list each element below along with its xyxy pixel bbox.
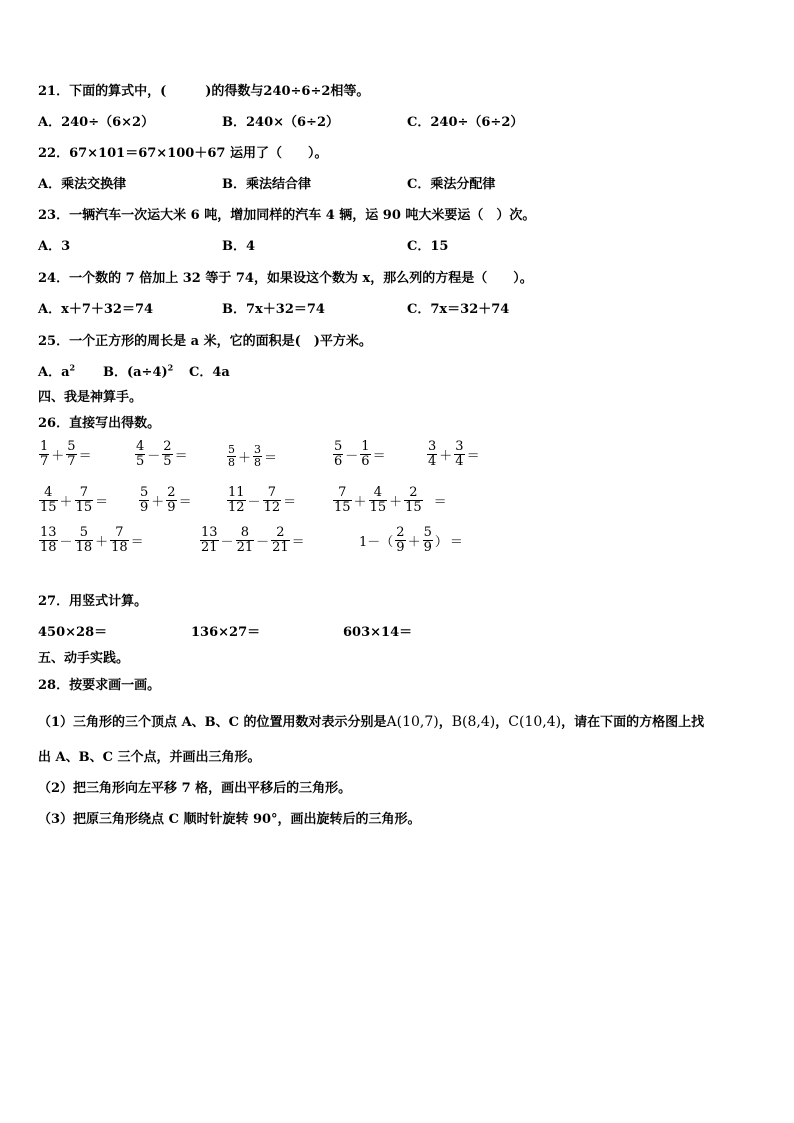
q25-option-b: B．$(a\div 4)^2$	[103, 362, 174, 380]
q23-option-b: B．4	[222, 239, 256, 254]
q27-stem: 27．用竖式计算。	[38, 594, 148, 609]
fraction: $\frac{2}{21}$	[272, 525, 289, 555]
fraction: $\frac{4}{15}$	[369, 485, 387, 515]
coord-A: A(10,7)	[386, 714, 439, 730]
q24-option-b: B．7x＋32＝74	[222, 302, 325, 317]
q21-option-a: A．240÷（6×2）	[38, 115, 155, 130]
q27-expr-1: 450×28＝	[38, 625, 108, 640]
fraction: $\frac{2}{5}$	[163, 439, 172, 469]
fraction: $\frac{4}{15}$	[40, 485, 57, 515]
fraction: $\frac{7}{12}$	[263, 485, 281, 515]
q26-stem: 26．直接写出得数。	[38, 416, 161, 431]
fraction: $\frac{5}{6}$	[334, 439, 343, 469]
q24-stem: 24．一个数的 7 倍加上 32 等于 74，如果设这个数为 x，那么列的方程是（ ）。	[38, 271, 533, 286]
q24-option-c: C．7x＝32＋74	[407, 302, 510, 317]
fraction: $\frac{4}{5}$	[136, 439, 145, 469]
q28-part-1: （1）三角形的三个顶点 A、B、C 的位置用数对表示分别是A(10,7)，B(8,4)，C(10,4)，请在下面的方格图上找	[38, 714, 705, 730]
q22-option-a: A．乘法交换律	[38, 177, 127, 192]
q21-stem: 21．下面的算式中，( )的得数与240÷6÷2相等。	[38, 84, 370, 99]
fraction: $\frac{3}{4}$	[428, 439, 437, 469]
q26-expr-r2e1: $\frac{4}{15}$ ＋ $\frac{7}{15}$ ＝	[40, 485, 109, 515]
coord-B: B(8,4)	[451, 714, 496, 730]
fraction: $\frac{5}{9}$	[140, 485, 149, 515]
q22-stem: 22．67×101＝67×100＋67 运用了（ ）。	[38, 146, 328, 161]
q26-expr-r1e1: $\frac{1}{7}$ ＋ $\frac{5}{7}$ ＝	[40, 439, 92, 469]
q26-expr-r1e4: $\frac{5}{6}$ － $\frac{1}{6}$ ＝	[334, 439, 386, 469]
q23-option-a: A．3	[38, 239, 71, 254]
q26-expr-r1e2: $\frac{4}{5}$ － $\frac{2}{5}$ ＝	[136, 439, 188, 469]
fraction: $\frac{2}{9}$	[396, 525, 405, 555]
q22-option-b: B．乘法结合律	[222, 177, 311, 192]
q26-expr-r3e3: 1－（ $\frac{2}{9}$ ＋ $\frac{5}{9}$ ） ＝	[359, 525, 463, 555]
q22-option-c: C．乘法分配律	[407, 177, 496, 192]
fraction: $\frac{5}{8}$	[228, 443, 235, 469]
q26-expr-r1e3: $\frac{5}{8}$ ＋ $\frac{3}{8}$ ＝	[228, 443, 278, 469]
fraction: $\frac{2}{9}$	[167, 485, 176, 515]
fraction: $\frac{2}{15}$	[405, 485, 422, 515]
q26-expr-r2e2: $\frac{5}{9}$ ＋ $\frac{2}{9}$ ＝	[140, 485, 192, 515]
section-5-heading: 五、动手实践。	[38, 651, 130, 666]
q21-option-b: B．240×（6÷2）	[222, 115, 340, 130]
q27-expr-3: 603×14＝	[343, 625, 413, 640]
q28-stem: 28．按要求画一画。	[38, 678, 161, 693]
q28-part-3: （3）把原三角形绕点 C 顺时针旋转 90°，画出旋转后的三角形。	[38, 812, 421, 827]
q21-option-c: C．240÷（6÷2）	[407, 115, 524, 130]
fraction: $\frac{13}{18}$	[40, 525, 57, 555]
fraction: $\frac{8}{21}$	[236, 525, 254, 555]
q23-stem: 23．一辆汽车一次运大米 6 吨，增加同样的汽车 4 辆，运 90 吨大米要运（ ）次。	[38, 208, 536, 223]
q26-expr-r3e1: $\frac{13}{18}$ － $\frac{5}{18}$ ＋ $\frac{7}{18}$ ＝	[40, 525, 144, 555]
fraction: $\frac{1}{6}$	[361, 439, 370, 469]
fraction: $\frac{3}{4}$	[455, 439, 464, 469]
q25-option-c: C．4a	[189, 365, 230, 380]
section-4-heading: 四、我是神算手。	[38, 390, 143, 405]
q24-option-a: A．x＋7＋32＝74	[38, 302, 154, 317]
fraction: $\frac{7}{18}$	[111, 525, 128, 555]
q25-option-a: A．$a^2$	[38, 362, 76, 380]
fraction: $\frac{7}{15}$	[75, 485, 93, 515]
fraction: $\frac{13}{21}$	[201, 525, 218, 555]
q27-expr-2: 136×27＝	[191, 625, 261, 640]
q26-expr-r3e2: $\frac{13}{21}$ － $\frac{8}{21}$ － $\frac{2}{21}$ ＝	[201, 525, 305, 555]
fraction: $\frac{5}{9}$	[423, 525, 432, 555]
q26-expr-r2e4: $\frac{7}{15}$ ＋ $\frac{4}{15}$ ＋ $\frac{2}{15}$ ＝	[334, 485, 447, 515]
q23-option-c: C．15	[407, 239, 449, 254]
coord-C: C(10,4)	[508, 714, 562, 730]
q28-part-1-cont: 出 A、B、C 三个点，并画出三角形。	[38, 750, 261, 765]
fraction: $\frac{11}{12}$	[228, 485, 245, 515]
fraction: $\frac{5}{18}$	[75, 525, 93, 555]
fraction: $\frac{5}{7}$	[67, 439, 76, 469]
fraction: $\frac{1}{7}$	[40, 439, 49, 469]
fraction: $\frac{3}{8}$	[254, 443, 262, 469]
q28-part-2: （2）把三角形向左平移 7 格，画出平移后的三角形。	[38, 781, 352, 796]
fraction: $\frac{7}{15}$	[334, 485, 351, 515]
q26-expr-r1e5: $\frac{3}{4}$ ＋ $\frac{3}{4}$ ＝	[428, 439, 480, 469]
q25-stem: 25．一个正方形的周长是 a 米，它的面积是( )平方米。	[38, 334, 372, 349]
q26-expr-r2e3: $\frac{11}{12}$ － $\frac{7}{12}$ ＝	[228, 485, 297, 515]
